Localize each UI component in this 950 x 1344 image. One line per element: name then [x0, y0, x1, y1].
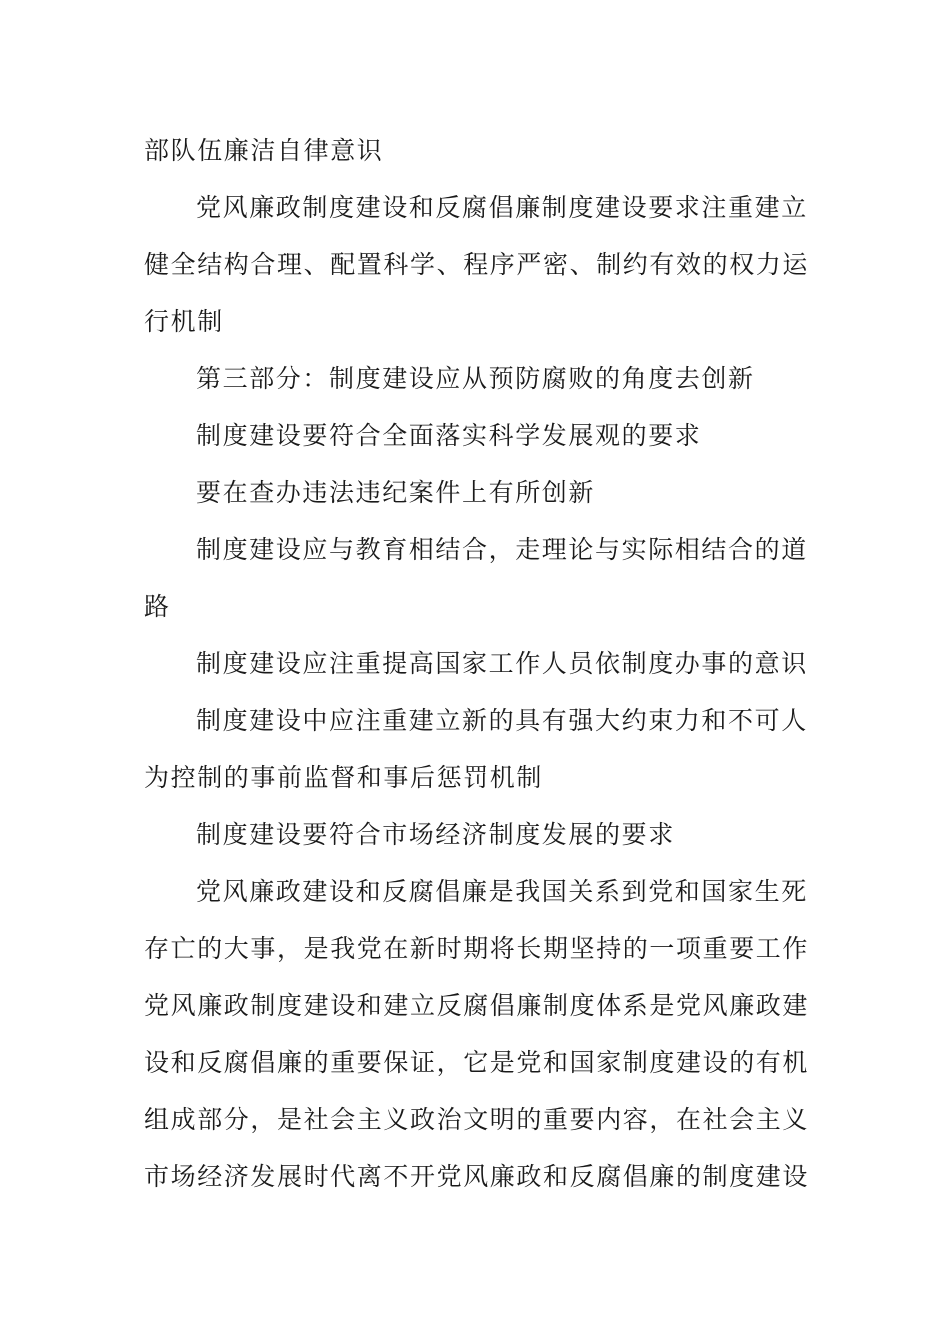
- text-line: 存亡的大事，是我党在新时期将长期坚持的一项重要工作: [144, 934, 810, 963]
- text-line: 制度建设要符合市场经济制度发展的要求: [196, 820, 675, 849]
- text-line: 党风廉政制度建设和建立反腐倡廉制度体系是党风廉政建: [144, 991, 810, 1020]
- text-line: 党风廉政建设和反腐倡廉是我国关系到党和国家生死: [196, 877, 808, 906]
- text-line: 制度建设应与教育相结合，走理论与实际相结合的道: [196, 535, 808, 564]
- section-heading: 第三部分：制度建设应从预防腐败的角度去创新: [196, 364, 755, 393]
- text-line: 为控制的事前监督和事后惩罚机制: [144, 763, 544, 792]
- text-line: 制度建设应注重提高国家工作人员依制度办事的意识: [196, 649, 808, 678]
- text-line: 组成部分，是社会主义政治文明的重要内容，在社会主义: [144, 1105, 810, 1134]
- text-line: 健全结构合理、配置科学、程序严密、制约有效的权力运: [144, 250, 810, 279]
- text-line: 路: [144, 592, 171, 621]
- text-line: 制度建设要符合全面落实科学发展观的要求: [196, 421, 702, 450]
- text-line: 制度建设中应注重建立新的具有强大约束力和不可人: [196, 706, 808, 735]
- text-line: 部队伍廉洁自律意识: [144, 136, 384, 165]
- text-line: 行机制: [144, 307, 224, 336]
- text-line: 党风廉政制度建设和反腐倡廉制度建设要求注重建立: [196, 193, 808, 222]
- text-line: 市场经济发展时代离不开党风廉政和反腐倡廉的制度建设: [144, 1162, 810, 1191]
- text-line: 设和反腐倡廉的重要保证，它是党和国家制度建设的有机: [144, 1048, 810, 1077]
- text-line: 要在查办违法违纪案件上有所创新: [196, 478, 596, 507]
